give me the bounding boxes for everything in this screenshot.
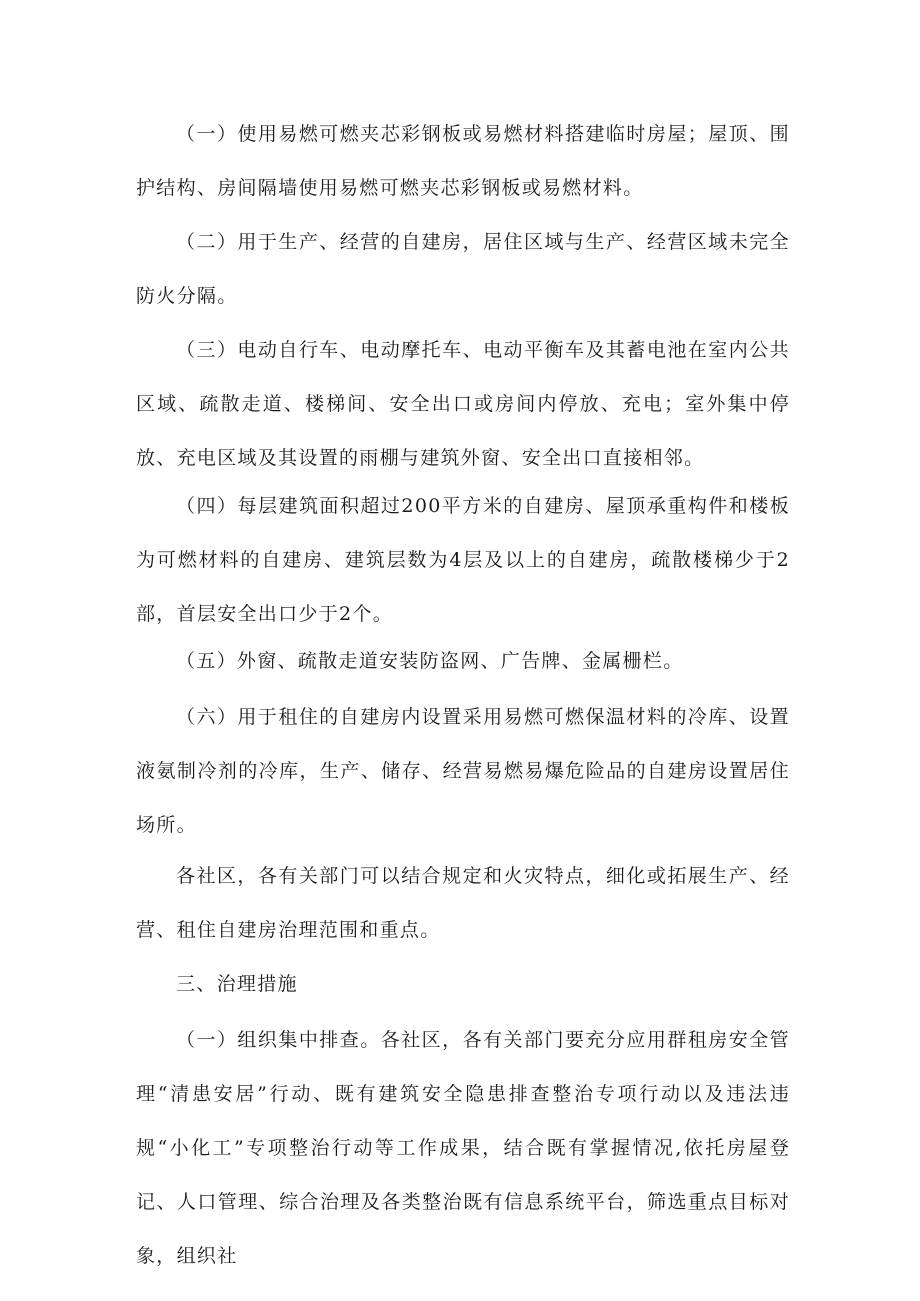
paragraph-item-5: （五）外窗、疏散走道安装防盗网、广告牌、金属栅栏。: [176, 650, 684, 672]
paragraph-item-6: （六）用于租住的自建房内设置采用易燃可燃保温材料的冷库、设置液氨制冷剂的冷库，生产、储存、经营易燃易爆危险品的自建房设置居住场所。: [136, 706, 790, 836]
paragraph-item-2: （二）用于生产、经营的自建房，居住区域与生产、经营区域未完全防火分隔。: [136, 231, 790, 307]
section-heading: 三、治理措施: [176, 973, 298, 995]
paragraph-summary: 各社区，各有关部门可以结合规定和火灾特点，细化或拓展生产、经营、租住自建房治理范围和重点。: [136, 865, 790, 941]
paragraph-item-4: （四）每层建筑面积超过200平方米的自建房、屋顶承重构件和楼板为可燃材料的自建房、建筑层数为4层及以上的自建房，疏散楼梯少于2部，首层安全出口少于2个。: [136, 495, 790, 625]
paragraph-item-1: （一）使用易燃可燃夹芯彩钢板或易燃材料搭建临时房屋；屋顶、围护结构、房间隔墙使用易燃可燃夹芯彩钢板或易燃材料。: [136, 123, 790, 199]
paragraph-item-3: （三）电动自行车、电动摩托车、电动平衡车及其蓄电池在室内公共区域、疏散走道、楼梯间、安全出口或房间内停放、充电；室外集中停放、充电区域及其设置的雨棚与建筑外窗、安全出口直接相邻。: [136, 339, 790, 469]
paragraph-measure-1: （一）组织集中排查。各社区，各有关部门要充分应用群租房安全管理“清患安居”行动、既有建筑安全隐患排查整治专项行动以及违法违规“小化工”专项整治行动等工作成果，结合既有掌握情况,依托房屋登记、人口管理、综合治理及各类整治既有信息系统平台，筛选重点目标对象，组织社: [136, 1029, 790, 1267]
